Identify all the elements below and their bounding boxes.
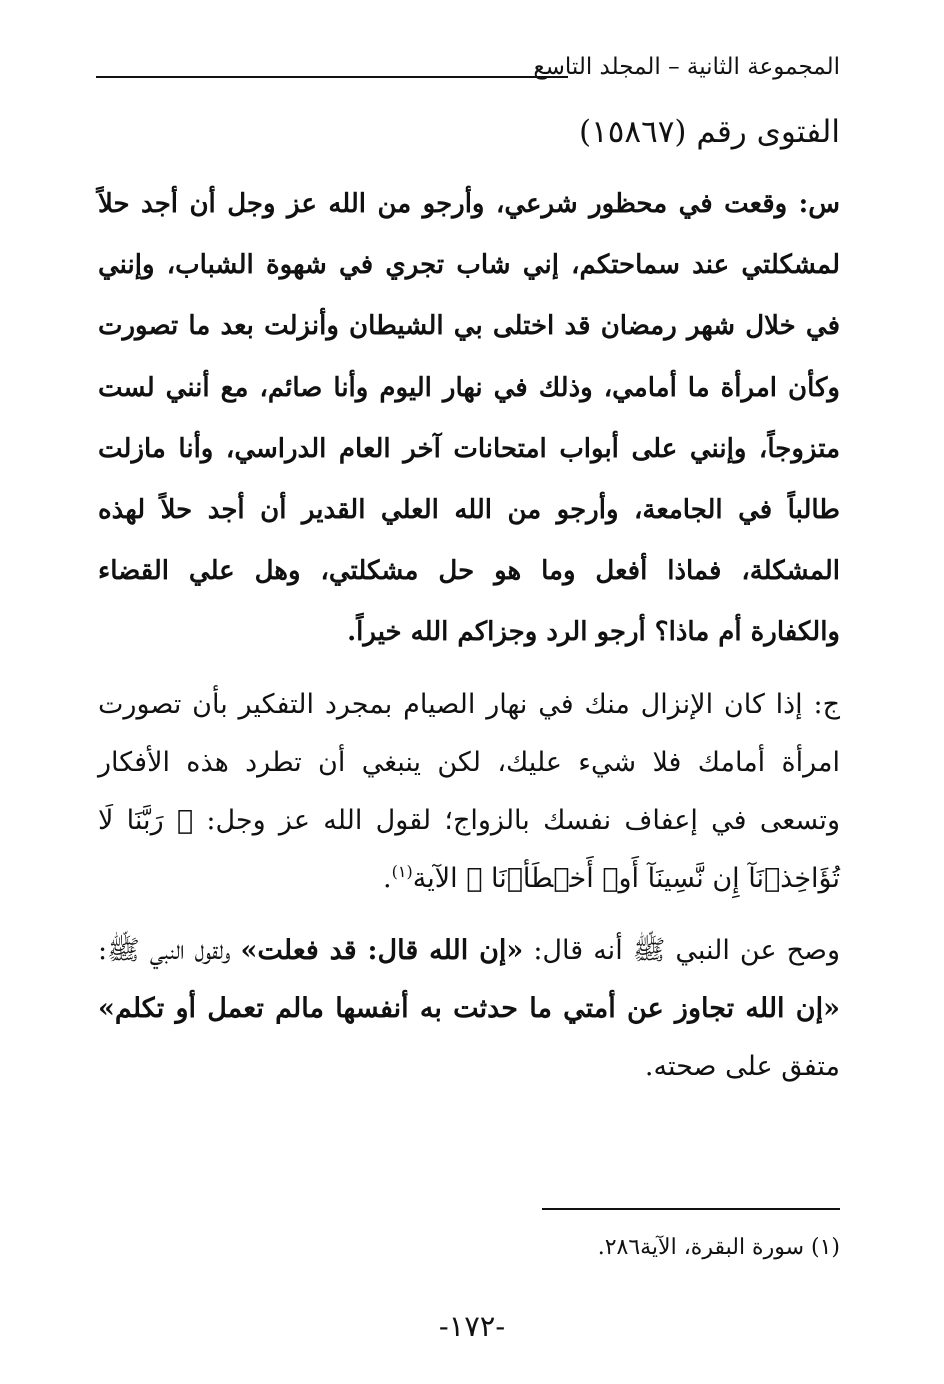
- quran-verse: ﴿ رَبَّنَا لَا تُؤَاخِذۡنَآ إِن نَّسِينَآ أَوۡ أَخۡطَأۡنَا ﴾: [98, 805, 840, 894]
- answer-end-mark: .: [383, 863, 392, 894]
- answer-text: ج: إذا كان الإنزال منك في نهار الصيام بمجرد التفكير بأن تصورت امرأة أمامك فلا شيء عليك، لكن ينبغي أن تطرد هذه الأفكار وتسعى في إعفاف نفسك بالزواج؛ لقول الله عز وجل:: [98, 689, 840, 836]
- question-paragraph: س: وقعت في محظور شرعي، وأرجو من الله عز وجل أن أجد حلاً لمشكلتي عند سماحتكم، إني شاب تجري في شهوة الشباب، وإنني في خلال شهر رمضان قد اختلى بي الشيطان وأنزلت بعد ما تصورت وكأن امرأة ما أمامي، وذلك في نهار اليوم وأنا صائم، مع أنني لست متزوجاً، وإنني على أبواب امتحانات آخر العام الدراسي، وأنا مازلت طالباً في الجامعة، وأرجو من الله العلي القدير أن أجد حلاً لهذه المشكلة، فماذا أفعل وما هو حل مشكلتي، وهل علي القضاء والكفارة أم ماذا؟ أرجو الرد وجزاكم الله خيراً.: [98, 189, 840, 648]
- answer-paragraph: [98, 676, 840, 908]
- header-rule: [96, 76, 568, 78]
- running-header: [96, 52, 840, 92]
- running-title: المجموعة الثانية – المجلد التاسع: [533, 54, 840, 80]
- footnote: (١) سورة البقرة، الآية٢٨٦.: [597, 1235, 840, 1260]
- hadith-quote-1: «إن الله قال: قد فعلت»: [240, 935, 524, 966]
- hadith-intro: وصح عن النبي ﷺ أنه قال:: [533, 935, 840, 966]
- fatwa-number-heading: الفتوى رقم (١٥٨٦٧): [579, 114, 840, 150]
- footnote-reference: (١): [391, 862, 413, 881]
- hadith-ending: متفق على صحته.: [644, 1051, 840, 1082]
- ayah-label: الآية: [412, 863, 458, 894]
- hadith-connector: ولقول النبي ﷺ:: [98, 935, 231, 966]
- hadith-quote-2: «إن الله تجاوز عن أمتي ما حدثت به أنفسها مالم تعمل أو تكلم»: [98, 993, 840, 1024]
- footnote-separator: [542, 1208, 840, 1210]
- hadith-paragraph: [98, 922, 840, 1096]
- page-number: -١٧٢-: [438, 1309, 506, 1343]
